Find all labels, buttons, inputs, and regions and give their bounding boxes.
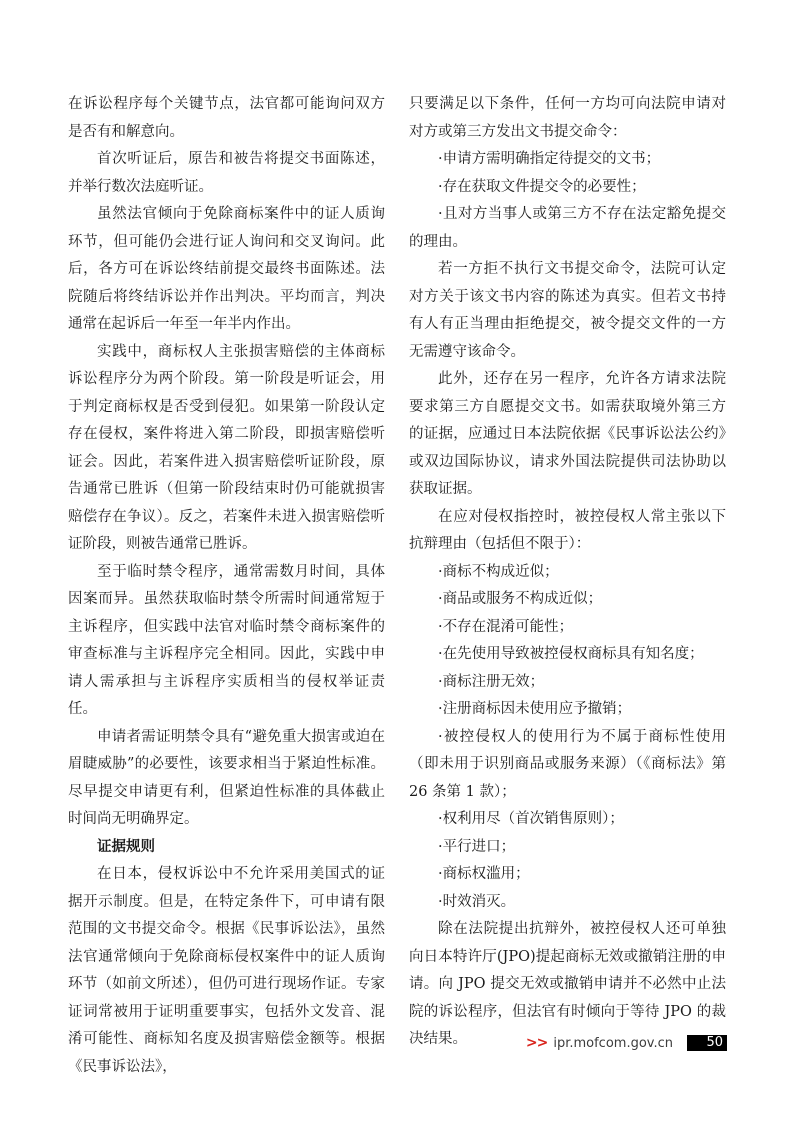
paragraph: 若一方拒不执行文书提交命令，法院可认定对方关于该文书内容的陈述为真实。但若文书持有人有正当理由拒绝提交，被令提交文件的一方无需遵守该命令。 [409,261,726,360]
paragraph: 此外，还存在另一程序，允许各方请求法院要求第三方自愿提交文书。如需获取境外第三方的证据，应通过日本法院依据《民事诉讼法公约》或双边国际协议，请求外国法院提供司法协助以获取证据。 [409,371,726,497]
page-content [68,91,726,1081]
right-column [409,91,726,1081]
paragraph: 只要满足以下条件，任何一方均可向法院申请对对方或第三方发出文书提交命令： [409,96,726,140]
left-column [68,91,385,1081]
section-heading: 证据规则 [97,838,155,855]
paragraph: ·平行进口； [438,838,516,855]
paragraph: ·商标注册无效； [438,673,545,690]
paragraph: 在日本，侵权诉讼中不允许采用美国式的证据开示制度。但是，在特定条件下，可申请有限范围的文书提交命令。根据《民事诉讼法》，虽然法官通常倾向于免除商标侵权案件中的证人质询环节（如前文所述），但仍可进行现场作证。专家证词常被用于证明重要事实，包括外文发音、混淆可能性、商标知名度及损害赔偿金额等。根据《民事诉讼法》， [68,866,385,1075]
paragraph: 申请者需证明禁令具有“避免重大损害或迫在眉睫威胁”的必要性，该要求相当于紧迫性标准。尽早提交申请更有利，但紧迫性标准的具体截止时间尚无明确界定。 [68,728,385,827]
paragraph: 除在法院提出抗辩外，被控侵权人还可单独向日本特许厅(JPO)提起商标无效或撤销注册的申请。向 JPO 提交无效或撤销申请并不必然中止法院的诉讼程序，但法官有时倾向于等待 JPO 的裁决结果。 [409,921,726,1047]
paragraph: ·商标权滥用； [438,866,530,882]
paragraph: 在应对侵权指控时，被控侵权人常主张以下抗辩理由（包括但不限于）： [409,508,726,552]
footer-site-url: ipr.mofcom.gov.cn [553,1035,673,1051]
paragraph: 虽然法官倾向于免除商标案件中的证人质询环节，但可能仍会进行证人询问和交叉询问。此后，各方可在诉讼终结前提交最终书面陈述。法院随后将终结诉讼并作出判决。平均而言，判决通常在起诉后一年至一年半内作出。 [68,206,385,332]
paragraph: ·存在获取文件提交令的必要性； [438,178,646,195]
page-number-badge: 50 [687,1035,727,1051]
paragraph: 首次听证后，原告和被告将提交书面陈述，并举行数次法庭听证。 [68,151,385,195]
paragraph: 至于临时禁令程序，通常需数月时间，具体因案而异。虽然获取临时禁令所需时间通常短于主诉程序，但实践中法官对临时禁令商标案件的审查标准与主诉程序完全相同。因此，实践中申请人需承担与主诉程序实质相当的侵权举证责任。 [68,563,385,717]
paragraph: ·申请方需明确指定待提交的文书； [438,151,661,167]
paragraph: ·且对方当事人或第三方不存在法定豁免提交的理由。 [409,206,726,250]
paragraph: ·商标不构成近似； [438,563,559,580]
paragraph: ·注册商标因未使用应予撤销； [438,701,632,717]
paragraph: ·商品或服务不构成近似； [438,591,603,607]
paragraph: ·不存在混淆可能性； [438,618,574,635]
paragraph: ·在先使用导致被控侵权商标具有知名度； [438,646,704,662]
paragraph: ·权利用尽（首次销售原则）； [438,811,624,827]
paragraph: 在诉讼程序每个关键节点，法官都可能询问双方是否有和解意向。 [68,96,385,140]
footer [526,1035,727,1051]
paragraph: ·时效消灭。 [438,893,516,910]
paragraph: ·被控侵权人的使用行为不属于商标性使用（即未用于识别商品或服务来源）（《商标法》第 26 条第 1 款）； [409,728,726,800]
double-chevron-icon: >> [525,1035,548,1051]
paragraph: 实践中，商标权人主张损害赔偿的主体商标诉讼程序分为两个阶段。第一阶段是听证会，用于判定商标权是否受到侵犯。如果第一阶段认定存在侵权，案件将进入第二阶段，即损害赔偿听证会。因此，若案件进入损害赔偿听证阶段，原告通常已胜诉（但第一阶段结束时仍可能就损害赔偿存在争议）。反之，若案件未进入损害赔偿听证阶段，则被告通常已胜诉。 [68,343,385,552]
